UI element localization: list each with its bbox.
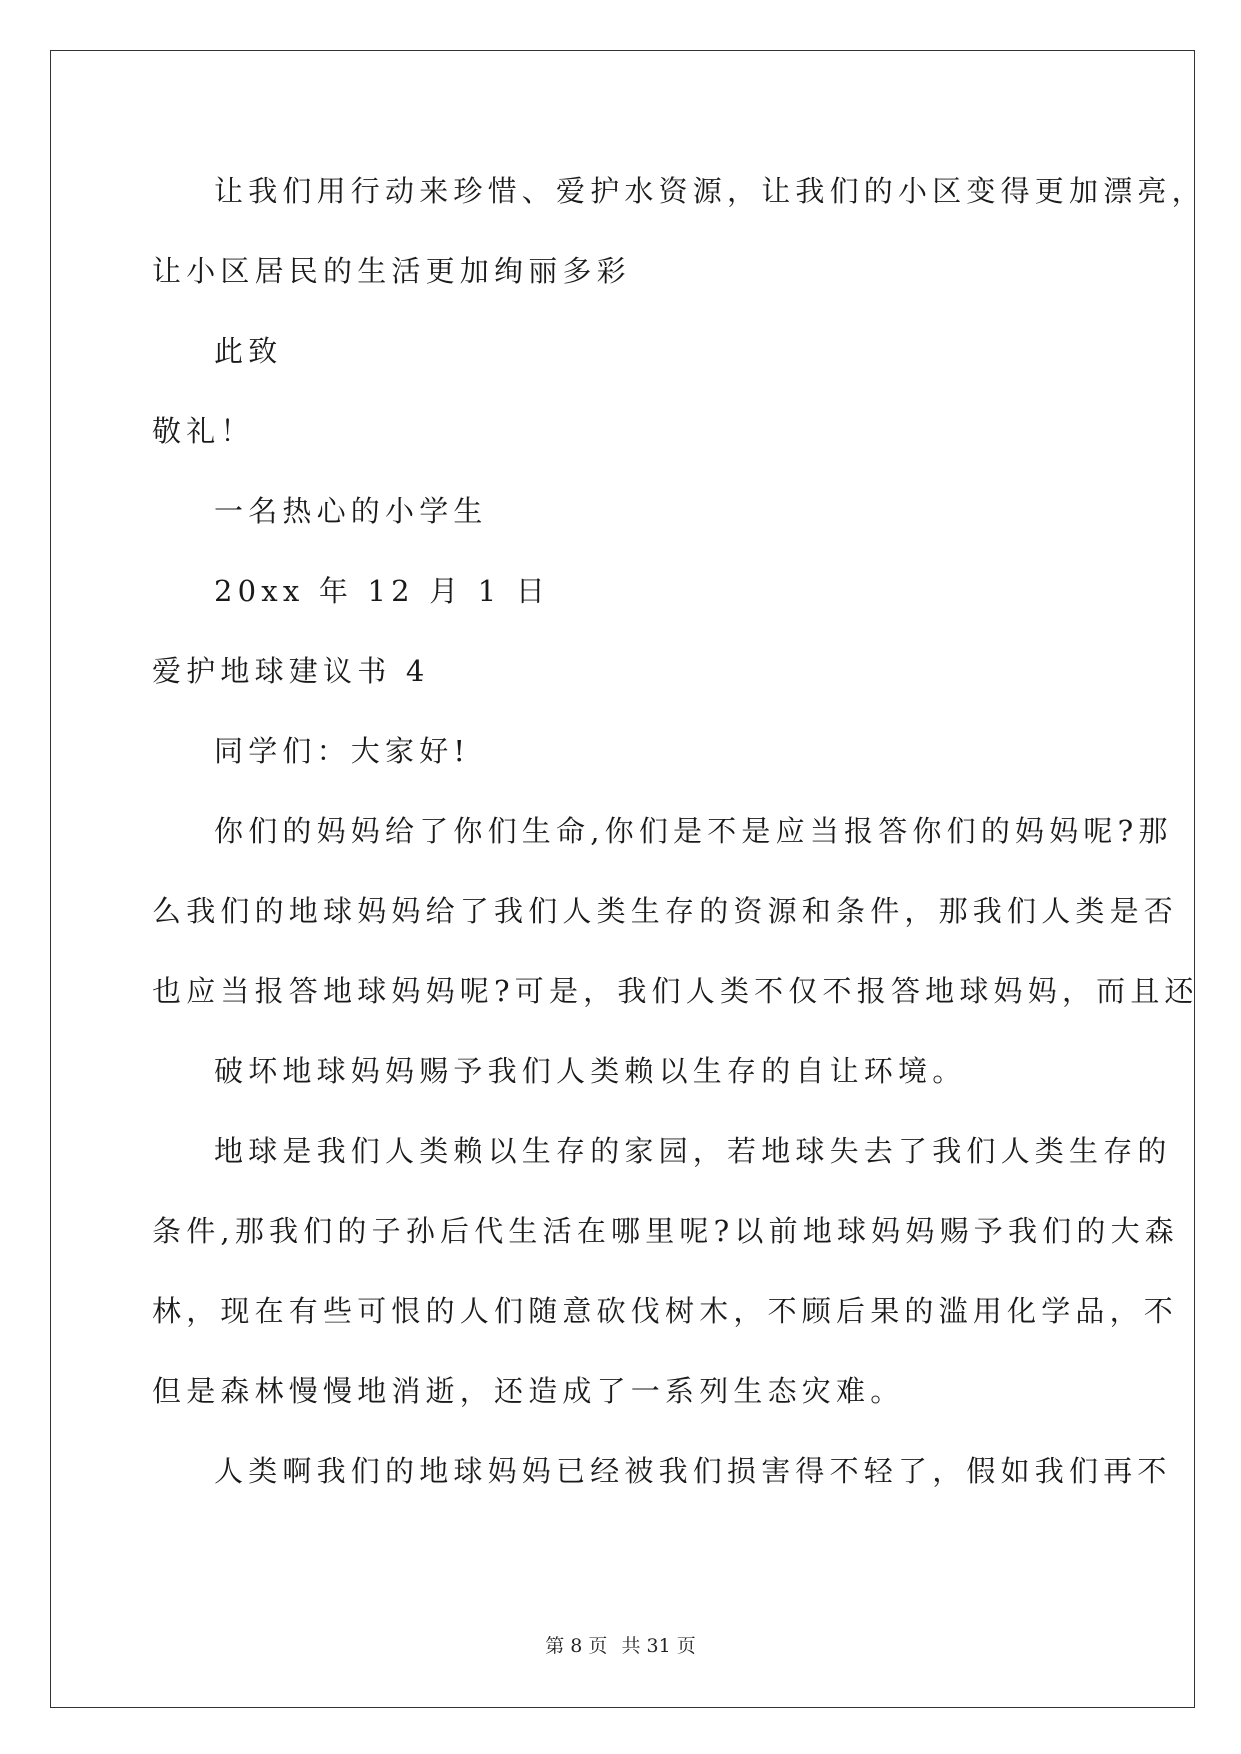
greeting: 同学们：大家好!	[214, 734, 471, 768]
body-line-1: 让我们用行动来珍惜、爱护水资源，让我们的小区变得更加漂亮，	[214, 174, 1206, 208]
page-footer	[0, 1634, 1241, 1658]
page-number: 第 8 页	[545, 1635, 608, 1657]
body-line-14: 条件,那我们的子孙后代生活在哪里呢?以前地球妈妈赐予我们的大森	[152, 1214, 1179, 1248]
body-line-11: 也应当报答地球妈妈呢?可是，我们人类不仅不报答地球妈妈，而且还	[152, 974, 1199, 1008]
body-line-12: 破坏地球妈妈赐予我们人类赖以生存的自让环境。	[214, 1054, 967, 1088]
signature-name: 一名热心的小学生	[214, 494, 488, 528]
body-line-17: 人类啊我们的地球妈妈已经被我们损害得不轻了，假如我们再不	[214, 1454, 1172, 1488]
body-line-15: 林，现在有些可恨的人们随意砍伐树木，不顾后果的滥用化学品，不	[152, 1294, 1179, 1328]
body-line-2: 让小区居民的生活更加绚丽多彩	[152, 254, 631, 288]
section-title: 爱护地球建议书 4	[152, 654, 430, 688]
closing-salutation: 此致	[214, 334, 283, 368]
body-line-16: 但是森林慢慢地消逝，还造成了一系列生态灾难。	[152, 1374, 905, 1408]
body-line-13: 地球是我们人类赖以生存的家园，若地球失去了我们人类生存的	[214, 1134, 1172, 1168]
page-total: 共 31 页	[621, 1635, 696, 1657]
closing-regards: 敬礼！	[152, 414, 255, 448]
body-line-10: 么我们的地球妈妈给了我们人类生存的资源和条件，那我们人类是否	[152, 894, 1179, 928]
body-line-9: 你们的妈妈给了你们生命,你们是不是应当报答你们的妈妈呢?那	[214, 814, 1173, 848]
signature-date: 20xx 年 12 月 1 日	[214, 574, 551, 608]
